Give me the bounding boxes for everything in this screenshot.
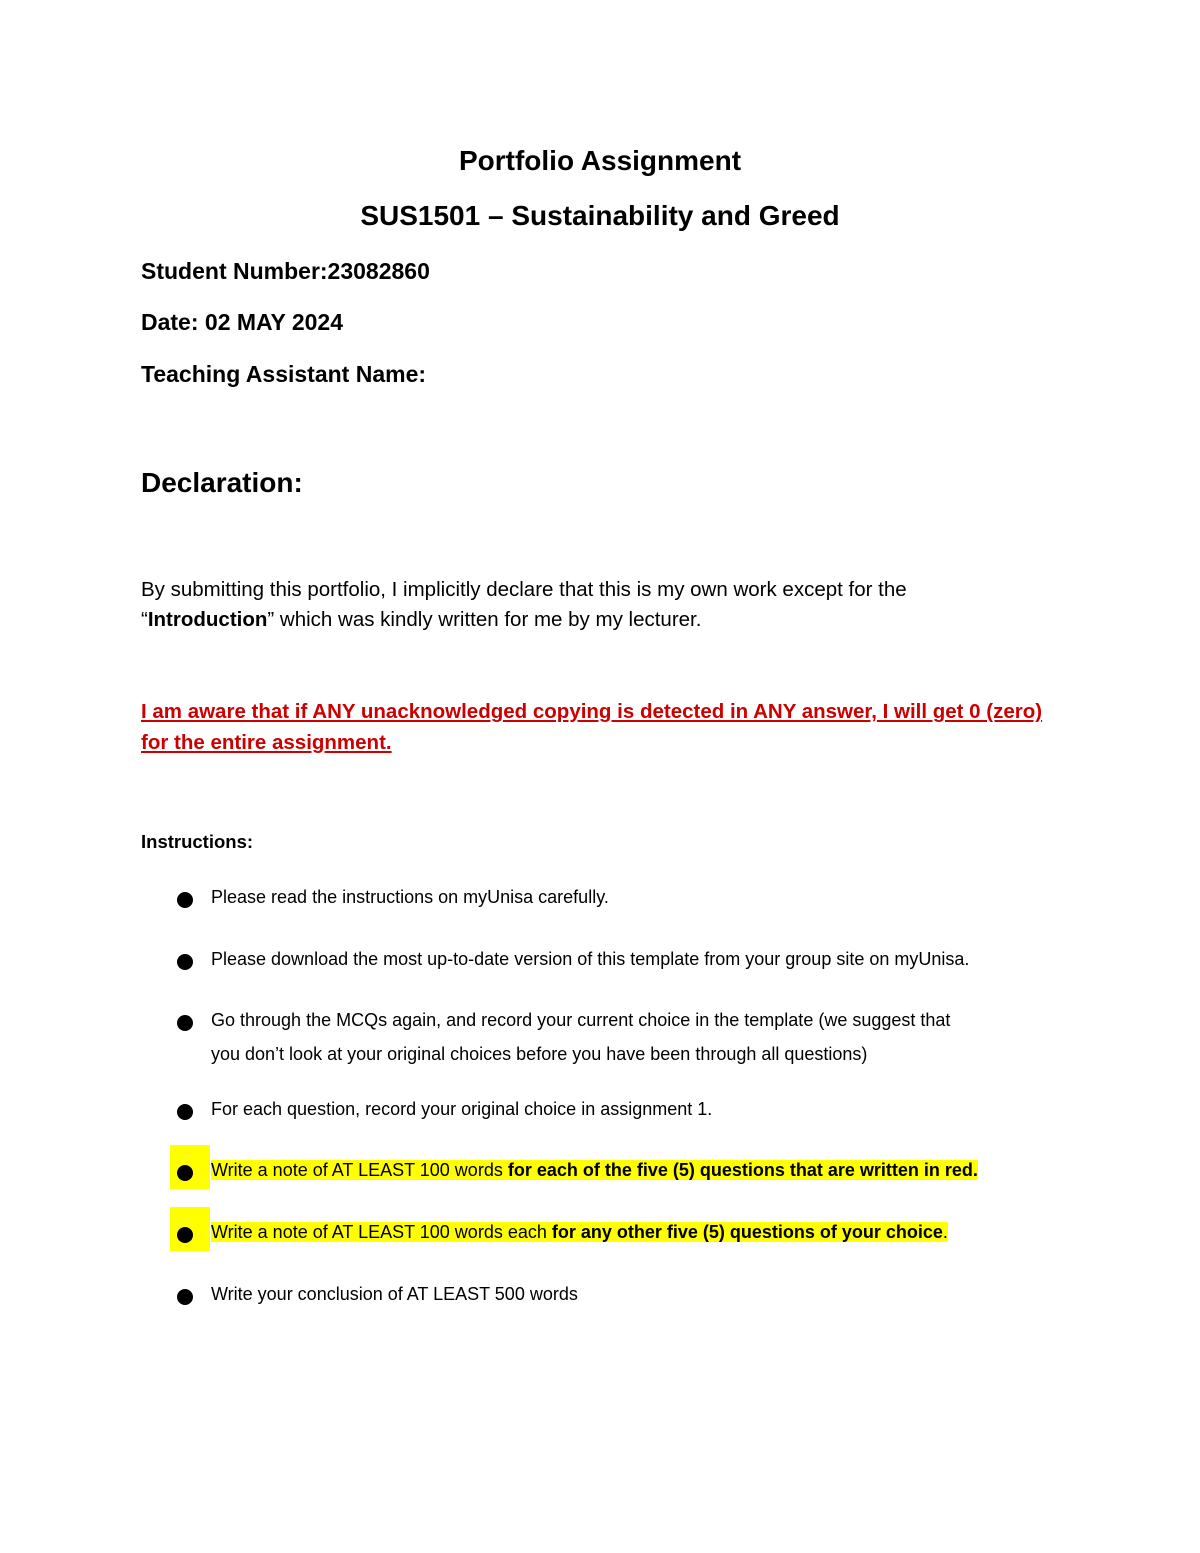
student-number-field: Student Number:23082860: [141, 258, 430, 284]
instruction-bold: for any other five (5) questions of your choice: [551, 1222, 943, 1242]
instruction-text: For each question, record your original choice in assignment 1.: [211, 1099, 713, 1119]
bullet-icon: [177, 1165, 193, 1181]
bullet-icon: [177, 954, 193, 970]
warning-line-2: for the entire assignment.: [141, 731, 392, 754]
instruction-text: Please download the most up-to-date version of this template from your group site on myUnisa.: [211, 949, 970, 969]
declaration-paragraph: [141, 575, 1071, 635]
bullet-icon: [177, 1227, 193, 1243]
declaration-line-2-rest: ” which was kindly written for me by my lecturer.: [267, 608, 702, 631]
instruction-plain: Write a note of AT LEAST 100 words: [211, 1160, 508, 1180]
instruction-text-line-1: Go through the MCQs again, and record your current choice in the template (we suggest that: [211, 1010, 951, 1030]
instruction-text: [211, 1153, 1071, 1187]
teaching-assistant-field: Teaching Assistant Name:: [141, 361, 427, 387]
instruction-plain: Write a note of AT LEAST 100 words each: [211, 1222, 552, 1242]
declaration-heading: Declaration:: [141, 467, 303, 498]
bullet-icon: [177, 1104, 193, 1120]
declaration-line-2: [141, 605, 1071, 635]
warning-line-1: I am aware that if ANY unacknowledged copying is detected in ANY answer, I will get 0 (zero): [141, 700, 1043, 723]
instruction-text: [211, 1003, 1071, 1071]
copying-warning: [141, 696, 1071, 758]
instructions-heading: Instructions:: [141, 831, 254, 852]
declaration-line-1: By submitting this portfolio, I implicitly declare that this is my own work except for the: [141, 578, 907, 601]
date-field: Date: 02 MAY 2024: [141, 309, 344, 335]
quote-open: “: [141, 608, 148, 631]
course-subtitle: SUS1501 – Sustainability and Greed: [360, 200, 840, 231]
instruction-text: Write your conclusion of AT LEAST 500 words: [211, 1284, 578, 1304]
introduction-word: Introduction: [147, 608, 268, 631]
instruction-bold: for each of the five (5) questions that are written in red.: [507, 1160, 978, 1180]
bullet-icon: [177, 1015, 193, 1031]
instruction-text: Please read the instructions on myUnisa carefully.: [211, 887, 609, 907]
instruction-tail: .: [942, 1222, 948, 1242]
instruction-text: [211, 1215, 1071, 1249]
bullet-icon: [177, 1289, 193, 1305]
page-title: Portfolio Assignment: [458, 145, 742, 176]
instruction-text-line-2: you don’t look at your original choices before you have been through all questions): [211, 1044, 868, 1064]
bullet-icon: [177, 892, 193, 908]
